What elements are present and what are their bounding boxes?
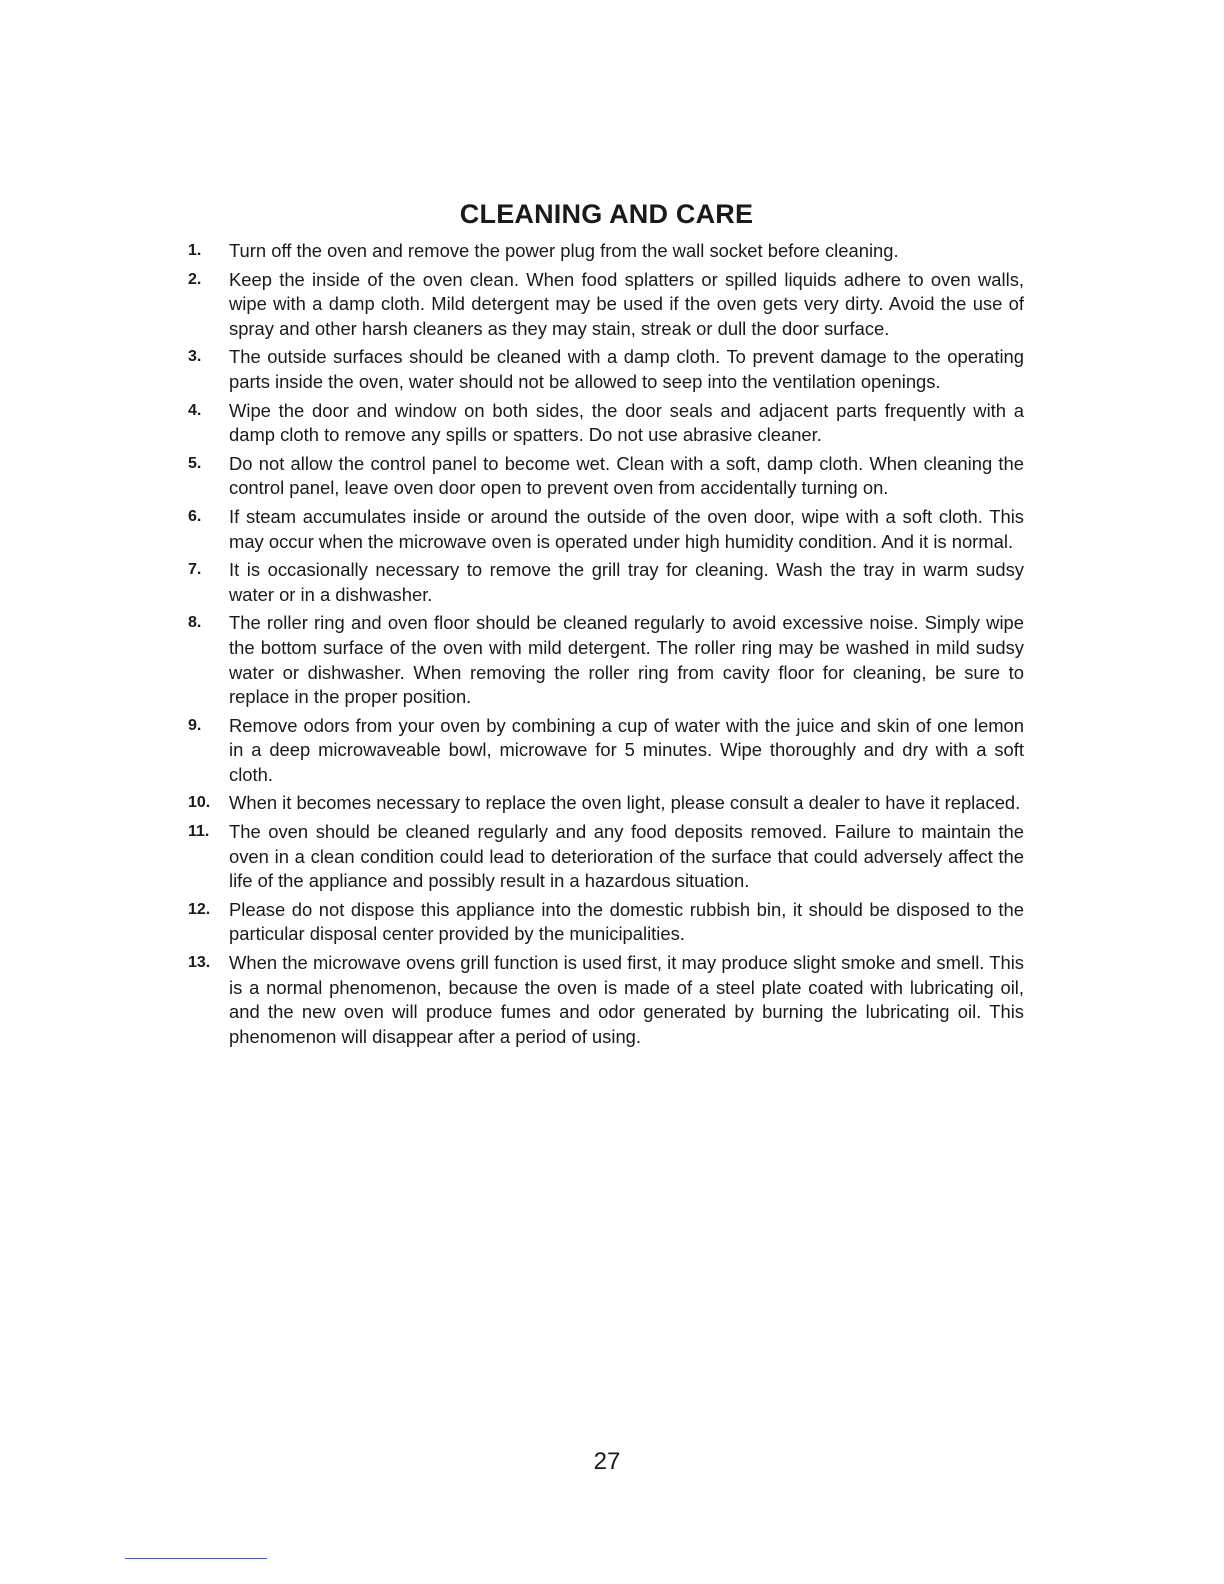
item-number: 6.: [188, 507, 202, 525]
list-item: [188, 239, 1024, 264]
list-item: [188, 791, 1024, 816]
list-item: [188, 452, 1024, 501]
item-number: 11.: [188, 823, 210, 841]
item-number: 12.: [188, 900, 211, 918]
item-number: 1.: [188, 242, 202, 259]
item-text: Do not allow the control panel to become wet. Clean with a soft, damp cloth. When cleaning the control panel, leave oven door open to prevent oven from accidentally turning on.: [229, 452, 1024, 499]
list-item: [188, 714, 1024, 788]
item-number: 3.: [188, 348, 202, 366]
item-number: 9.: [188, 716, 202, 734]
item-text: Wipe the door and window on both sides, the door seals and adjacent parts frequently with a damp cloth to remove any spills or spatters. Do not use abrasive cleaner.: [229, 399, 1024, 446]
list-item: [188, 399, 1024, 448]
list-item: [188, 611, 1024, 709]
item-number: 7.: [188, 561, 202, 579]
item-text: Remove odors from your oven by combining a cup of water with the juice and skin of one lemon in a deep microwaveable bowl, microwave for 5 minutes. Wipe thoroughly and dry with a soft cloth.: [229, 714, 1024, 785]
item-text: It is occasionally necessary to remove the grill tray for cleaning. Wash the tray in warm sudsy water or in a dishwasher.: [229, 559, 1024, 605]
item-number: 13.: [188, 954, 211, 972]
item-text: When it becomes necessary to replace the oven light, please consult a dealer to have it replaced.: [229, 792, 1021, 814]
page-number: 27: [593, 1448, 621, 1475]
item-text: The outside surfaces should be cleaned with a damp cloth. To prevent damage to the operating parts inside the oven, water should not be allowed to seep into the ventilation openings.: [229, 346, 1024, 392]
list-item: [188, 820, 1024, 894]
cleaning-instructions-list: [188, 239, 1024, 1053]
list-item: [188, 505, 1024, 554]
page-title: CLEANING AND CARE: [459, 199, 754, 229]
list-item: [188, 268, 1024, 342]
item-text: Keep the inside of the oven clean. When food splatters or spilled liquids adhere to oven walls, wipe with a damp cloth. Mild detergent may be used if the oven gets very dirty. Avoid the use of spray and other harsh cleaners as they may stain, streak or dull the door surface.: [229, 268, 1024, 339]
list-item: [188, 951, 1024, 1049]
item-text: When the microwave ovens grill function is used first, it may produce slight smoke and smell. This is a normal phenomenon, because the oven is made of a steel plate coated with lubricating oil, and the new oven will produce fumes and odor generated by burning the lubricating oil. This phenomenon will disappear after a period of using.: [229, 952, 1024, 1047]
list-item: [188, 898, 1024, 947]
list-item: [188, 558, 1024, 607]
item-text: The oven should be cleaned regularly and any food deposits removed. Failure to maintain the oven in a clean condition could lead to deterioration of the surface that could adversely affect the life of the appliance and possibly result in a hazardous situation.: [229, 821, 1024, 892]
footer-divider: [125, 1558, 267, 1559]
item-number: 2.: [188, 270, 202, 288]
item-number: 5.: [188, 454, 202, 472]
item-number: 4.: [188, 401, 202, 419]
item-number: 10.: [188, 794, 211, 812]
item-text: The roller ring and oven floor should be cleaned regularly to avoid excessive noise. Simply wipe the bottom surface of the oven with mild detergent. The roller ring may be washed in mild sudsy water or dishwasher. When removing the roller ring from cavity floor for cleaning, be sure to replace in the proper position.: [229, 612, 1024, 708]
item-text: Please do not dispose this appliance into the domestic rubbish bin, it should be disposed to the particular disposal center provided by the municipalities.: [229, 898, 1024, 945]
item-text: If steam accumulates inside or around the outside of the oven door, wipe with a soft cloth. This may occur when the microwave oven is operated under high humidity condition. And it is normal.: [229, 505, 1024, 552]
item-text: Turn off the oven and remove the power plug from the wall socket before cleaning.: [229, 240, 899, 261]
list-item: [188, 345, 1024, 394]
item-number: 8.: [188, 614, 202, 632]
